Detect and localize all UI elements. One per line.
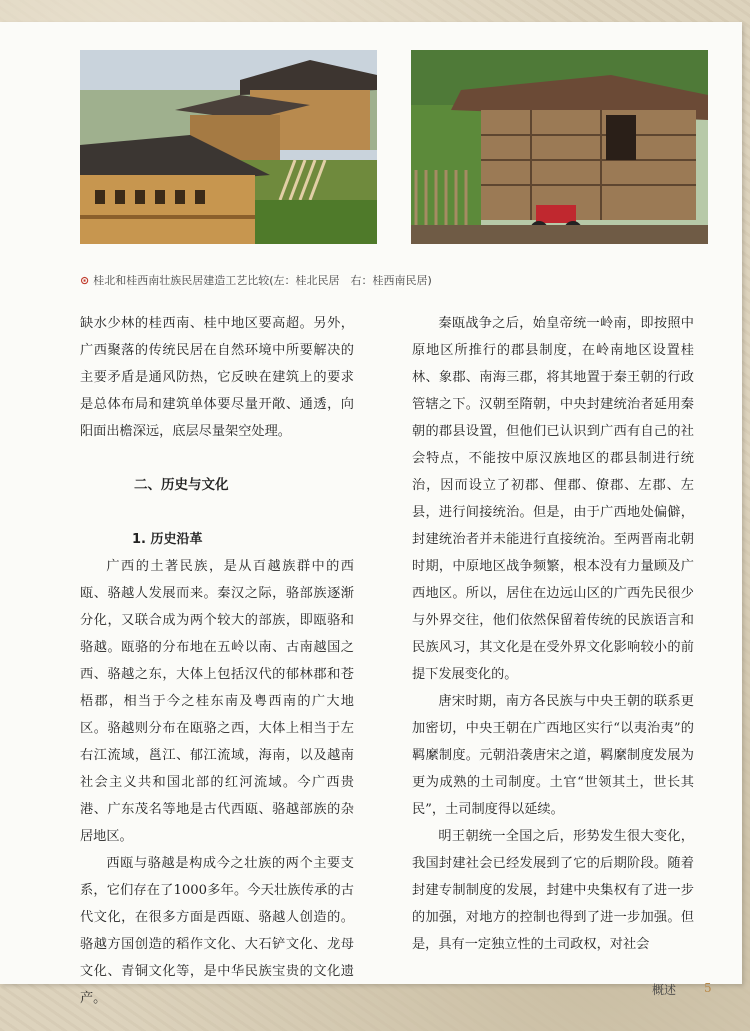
paragraph: 秦瓯战争之后，始皇帝统一岭南，即按照中原地区所推行的郡县制度，在岭南地区设置桂林、象郡、南海三郡，将其地置于秦王朝的行政管辖之下。汉朝至隋朝，中央封建统治者延用秦朝的郡县设置，但他们已认识到广西有自己的社会特点，不能按中原汉族地区的郡县制进行统治，因而设立了初郡、俚郡、僚郡、左郡、左县，进行间接统治。但是，由于广西地处偏僻，封建统治者并未能进行直接统治。至两晋南北朝时期，中原地区战争频繁，根本没有力量顾及广西地区。所以，居住在边远山区的广西先民很少与外界交往，他们依然保留着传统的民族语言和民族风习，其文化是在受外界文化影响较小的前提下发展变化的。: [412, 316, 694, 682]
paragraph-continued: 缺水少林的桂西南、桂中地区要高超。另外，广西聚落的传统民居在自然环境中所要解决的主要矛盾是通风防热，它反映在建筑上的要求是总体布局和建筑单体要尽量开敞、通透，向阳面出檐深远，底层尽量架空处理。: [80, 316, 354, 439]
page-number: 5: [704, 981, 712, 995]
subsection-heading: 1. 历史沿革: [132, 532, 203, 547]
figure-caption: [80, 272, 700, 288]
paragraph: 广西的土著民族，是从百越族群中的西瓯、骆越人发展而来。秦汉之际，骆部族逐渐分化，又联合成为两个较大的部族，即瓯骆和骆越。瓯骆的分布地在五岭以南、古南越国之西、骆越之东，大体上包括汉代的郁林郡和苍梧郡，相当于今之桂东南及粤西南的广大地区。骆越则分布在瓯骆之西，大体上相当于左右江流域，邕江、郁江流域，海南，以及越南社会主义共和国北部的红河流域。今广西贵港、广东茂名等地是古代西瓯、骆越部族的杂居地区。: [80, 559, 354, 844]
caption-marker-icon: ⊙: [80, 274, 90, 287]
paragraph: 西瓯与骆越是构成今之壮族的两个主要支系，它们存在了1000多年。今天壮族传承的古代文化，在很多方面是西瓯、骆越人创造的。骆越方国创造的稻作文化、大石铲文化、龙母文化、青铜文化等，是中华民族宝贵的文化遗产。: [80, 856, 354, 1006]
left-column: [80, 310, 354, 1012]
paragraph: 唐宋时期，南方各民族与中央王朝的联系更加密切，中央王朝在广西地区实行“以夷治夷”的羁縻制度。元朝沿袭唐宋之道，羁縻制度发展为更为成熟的土司制度。土官“世领其土，世长其民”，土司制度得以延续。: [412, 694, 694, 817]
paragraph: 明王朝统一全国之后，形势发生很大变化，我国封建社会已经发展到了它的后期阶段。随着封建专制制度的发展，封建中央集权有了进一步的加强，对地方的控制也得到了进一步加强。但是，具有一定独立性的土司政权，对社会: [412, 829, 694, 952]
section-heading: 二、历史与文化: [134, 477, 229, 493]
photo-guibei-dwelling: [80, 50, 377, 244]
right-column: [412, 310, 694, 958]
photo-guixinan-dwelling: [411, 50, 708, 244]
book-page: [0, 22, 742, 1006]
page-footer: [0, 981, 742, 1006]
running-footer-title: 概述: [652, 983, 677, 997]
caption-text: 桂北和桂西南壮族民居建造工艺比较(左：桂北民居 右：桂西南民居): [93, 274, 432, 287]
